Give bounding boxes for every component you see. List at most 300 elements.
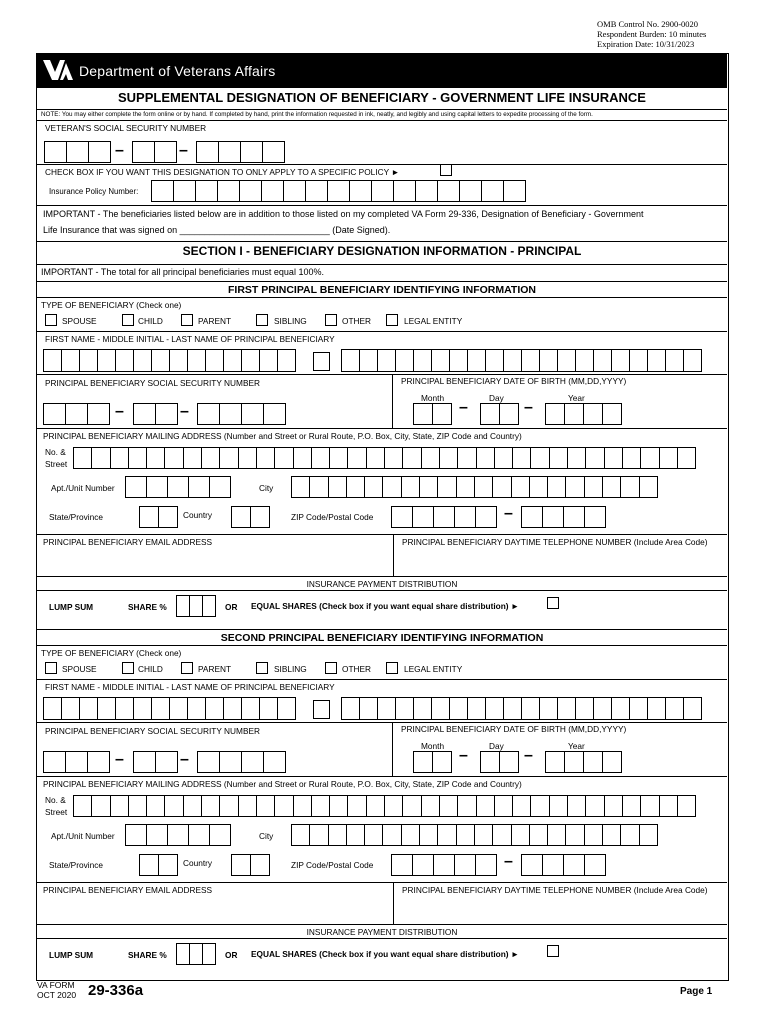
beneficiary-1-zip-ext-input-cell[interactable] bbox=[542, 506, 564, 528]
beneficiary-1-street-input-cell[interactable] bbox=[421, 447, 440, 469]
beneficiary-1-street-input-cell[interactable] bbox=[622, 447, 641, 469]
beneficiary-2-zip-input-cell[interactable] bbox=[475, 854, 497, 876]
beneficiary-2-street-input-cell[interactable] bbox=[439, 795, 458, 817]
beneficiary-1-ssn-serial-cell[interactable] bbox=[263, 403, 286, 425]
beneficiary-1-city-input-cell[interactable] bbox=[639, 476, 658, 498]
beneficiary-1-last-name-cell[interactable] bbox=[683, 349, 702, 372]
beneficiary-2-street-input-cell[interactable] bbox=[183, 795, 202, 817]
beneficiary-2-country-input-cell[interactable] bbox=[231, 854, 251, 876]
beneficiary-1-street-input-cell[interactable] bbox=[549, 447, 568, 469]
beneficiary-2-city-input-cell[interactable] bbox=[547, 824, 566, 846]
beneficiary-2-first-name-cell[interactable] bbox=[205, 697, 224, 720]
beneficiary-1-last-name-cell[interactable] bbox=[629, 349, 648, 372]
beneficiary-1-first-name-cell[interactable] bbox=[169, 349, 188, 372]
beneficiary-1-zip-ext-input-cell[interactable] bbox=[563, 506, 585, 528]
beneficiary-1-first-name-cell[interactable] bbox=[187, 349, 206, 372]
beneficiary-1-dob-day-cell[interactable] bbox=[480, 403, 500, 425]
beneficiary-2-equal-shares-checkbox[interactable] bbox=[547, 945, 559, 957]
beneficiary-1-city-input-cell[interactable] bbox=[620, 476, 639, 498]
beneficiary-2-parent-checkbox[interactable] bbox=[181, 662, 193, 674]
beneficiary-1-ssn-area-cell[interactable] bbox=[43, 403, 66, 425]
beneficiary-1-street-input-cell[interactable] bbox=[512, 447, 531, 469]
beneficiary-2-street-input-cell[interactable] bbox=[73, 795, 92, 817]
beneficiary-2-last-name-cell[interactable] bbox=[341, 697, 360, 720]
beneficiary-1-apt-input-cell[interactable] bbox=[209, 476, 231, 498]
beneficiary-1-street-input-cell[interactable] bbox=[183, 447, 202, 469]
beneficiary-2-dob-month-cell[interactable] bbox=[413, 751, 433, 773]
beneficiary-2-street-input-cell[interactable] bbox=[274, 795, 293, 817]
beneficiary-2-ssn-serial-cell[interactable] bbox=[241, 751, 264, 773]
beneficiary-2-city-input-cell[interactable] bbox=[328, 824, 347, 846]
beneficiary-2-street-input-cell[interactable] bbox=[640, 795, 659, 817]
beneficiary-2-state-input-cell[interactable] bbox=[158, 854, 178, 876]
beneficiary-2-ssn-group[interactable] bbox=[133, 751, 177, 773]
beneficiary-1-zip-input[interactable] bbox=[391, 506, 496, 528]
beneficiary-2-street-input-cell[interactable] bbox=[219, 795, 238, 817]
beneficiary-1-street-input-cell[interactable] bbox=[128, 447, 147, 469]
beneficiary-2-first-name-cell[interactable] bbox=[151, 697, 170, 720]
beneficiary-2-entity-checkbox[interactable] bbox=[386, 662, 398, 674]
beneficiary-1-last-name-cell[interactable] bbox=[575, 349, 594, 372]
beneficiary-1-ssn-serial-cell[interactable] bbox=[197, 403, 220, 425]
beneficiary-2-country-input[interactable] bbox=[231, 854, 269, 876]
beneficiary-2-last-name-cell[interactable] bbox=[503, 697, 522, 720]
policy-number-input-cell[interactable] bbox=[239, 180, 262, 202]
beneficiary-2-city-input-cell[interactable] bbox=[474, 824, 493, 846]
beneficiary-1-last-name-cell[interactable] bbox=[593, 349, 612, 372]
beneficiary-1-street-input-cell[interactable] bbox=[384, 447, 403, 469]
beneficiary-1-last-name-cell[interactable] bbox=[449, 349, 468, 372]
beneficiary-2-first-name-cell[interactable] bbox=[277, 697, 296, 720]
beneficiary-2-city-input-cell[interactable] bbox=[511, 824, 530, 846]
beneficiary-1-share-input-cell[interactable] bbox=[189, 595, 203, 617]
beneficiary-1-last-name-cell[interactable] bbox=[395, 349, 414, 372]
policy-number-input-cell[interactable] bbox=[371, 180, 394, 202]
beneficiary-2-city-input-cell[interactable] bbox=[364, 824, 383, 846]
beneficiary-2-zip-ext-input[interactable] bbox=[521, 854, 605, 876]
beneficiary-1-zip-ext-input[interactable] bbox=[521, 506, 605, 528]
beneficiary-2-share-input[interactable] bbox=[176, 943, 215, 965]
policy-number-input-cell[interactable] bbox=[503, 180, 526, 202]
beneficiary-2-ssn-area-cell[interactable] bbox=[43, 751, 66, 773]
beneficiary-1-last-name-cell[interactable] bbox=[467, 349, 486, 372]
beneficiary-2-first-name[interactable] bbox=[43, 697, 295, 720]
policy-number-input-cell[interactable] bbox=[217, 180, 240, 202]
beneficiary-1-email-input[interactable] bbox=[37, 537, 392, 575]
beneficiary-1-other-checkbox[interactable] bbox=[325, 314, 337, 326]
beneficiary-2-ssn-serial-cell[interactable] bbox=[219, 751, 242, 773]
beneficiary-2-city-input-cell[interactable] bbox=[456, 824, 475, 846]
beneficiary-1-apt-input-cell[interactable] bbox=[167, 476, 189, 498]
policy-number-input-cell[interactable] bbox=[305, 180, 328, 202]
beneficiary-2-street-input-cell[interactable] bbox=[256, 795, 275, 817]
beneficiary-2-last-name-cell[interactable] bbox=[683, 697, 702, 720]
beneficiary-2-share-input-cell[interactable] bbox=[202, 943, 216, 965]
beneficiary-1-country-input-cell[interactable] bbox=[231, 506, 251, 528]
beneficiary-2-last-name-cell[interactable] bbox=[467, 697, 486, 720]
beneficiary-1-street-input-cell[interactable] bbox=[201, 447, 220, 469]
beneficiary-1-state-input-cell[interactable] bbox=[158, 506, 178, 528]
beneficiary-2-street-input-cell[interactable] bbox=[384, 795, 403, 817]
beneficiary-2-last-name-cell[interactable] bbox=[575, 697, 594, 720]
beneficiary-2-apt-input-cell[interactable] bbox=[146, 824, 168, 846]
beneficiary-2-city-input-cell[interactable] bbox=[620, 824, 639, 846]
beneficiary-2-first-name-cell[interactable] bbox=[241, 697, 260, 720]
beneficiary-1-street-input-cell[interactable] bbox=[567, 447, 586, 469]
beneficiary-2-first-name-cell[interactable] bbox=[187, 697, 206, 720]
beneficiary-2-dob-month[interactable] bbox=[413, 751, 451, 773]
beneficiary-1-city-input-cell[interactable] bbox=[547, 476, 566, 498]
beneficiary-2-street-input-cell[interactable] bbox=[512, 795, 531, 817]
beneficiary-2-zip-input-cell[interactable] bbox=[391, 854, 413, 876]
beneficiary-2-ssn-area[interactable] bbox=[43, 751, 109, 773]
beneficiary-1-city-input-cell[interactable] bbox=[382, 476, 401, 498]
beneficiary-1-ssn-serial-cell[interactable] bbox=[219, 403, 242, 425]
beneficiary-2-street-input-cell[interactable] bbox=[238, 795, 257, 817]
beneficiary-1-first-name-cell[interactable] bbox=[43, 349, 62, 372]
beneficiary-2-last-name-cell[interactable] bbox=[629, 697, 648, 720]
beneficiary-1-first-name-cell[interactable] bbox=[61, 349, 80, 372]
beneficiary-2-last-name[interactable] bbox=[341, 697, 701, 720]
beneficiary-1-street-input-cell[interactable] bbox=[146, 447, 165, 469]
beneficiary-2-dob-year-cell[interactable] bbox=[583, 751, 603, 773]
beneficiary-2-last-name-cell[interactable] bbox=[413, 697, 432, 720]
policy-number-input-cell[interactable] bbox=[393, 180, 416, 202]
beneficiary-1-city-input-cell[interactable] bbox=[492, 476, 511, 498]
beneficiary-2-street-input-cell[interactable] bbox=[457, 795, 476, 817]
policy-number-input-cell[interactable] bbox=[459, 180, 482, 202]
veteran-ssn-serial-cell[interactable] bbox=[240, 141, 263, 163]
beneficiary-1-dob-month-cell[interactable] bbox=[413, 403, 433, 425]
beneficiary-1-first-name-cell[interactable] bbox=[223, 349, 242, 372]
beneficiary-1-first-name-cell[interactable] bbox=[151, 349, 170, 372]
beneficiary-2-street-input-cell[interactable] bbox=[402, 795, 421, 817]
beneficiary-2-last-name-cell[interactable] bbox=[593, 697, 612, 720]
beneficiary-1-first-name-cell[interactable] bbox=[241, 349, 260, 372]
beneficiary-1-ssn-group[interactable] bbox=[133, 403, 177, 425]
beneficiary-2-apt-input-cell[interactable] bbox=[125, 824, 147, 846]
beneficiary-2-last-name-cell[interactable] bbox=[539, 697, 558, 720]
beneficiary-2-last-name-cell[interactable] bbox=[431, 697, 450, 720]
beneficiary-1-street-input-cell[interactable] bbox=[494, 447, 513, 469]
beneficiary-1-zip-ext-input-cell[interactable] bbox=[521, 506, 543, 528]
beneficiary-1-dob-year-cell[interactable] bbox=[564, 403, 584, 425]
beneficiary-2-zip-input[interactable] bbox=[391, 854, 496, 876]
beneficiary-1-street-input-cell[interactable] bbox=[311, 447, 330, 469]
beneficiary-1-city-input-cell[interactable] bbox=[474, 476, 493, 498]
beneficiary-1-parent-checkbox[interactable] bbox=[181, 314, 193, 326]
veteran-ssn-group-cell[interactable] bbox=[154, 141, 177, 163]
beneficiary-2-street-input-cell[interactable] bbox=[604, 795, 623, 817]
beneficiary-2-last-name-cell[interactable] bbox=[449, 697, 468, 720]
beneficiary-1-street-input-cell[interactable] bbox=[604, 447, 623, 469]
beneficiary-1-child-checkbox[interactable] bbox=[122, 314, 134, 326]
beneficiary-1-dob-day-cell[interactable] bbox=[499, 403, 519, 425]
beneficiary-1-city-input-cell[interactable] bbox=[419, 476, 438, 498]
beneficiary-1-street-input-cell[interactable] bbox=[91, 447, 110, 469]
beneficiary-2-street-input-cell[interactable] bbox=[146, 795, 165, 817]
beneficiary-1-street-input-cell[interactable] bbox=[329, 447, 348, 469]
beneficiary-1-street-input-cell[interactable] bbox=[274, 447, 293, 469]
beneficiary-1-dob-month-cell[interactable] bbox=[432, 403, 452, 425]
beneficiary-2-city-input-cell[interactable] bbox=[309, 824, 328, 846]
beneficiary-1-last-name-cell[interactable] bbox=[377, 349, 396, 372]
beneficiary-1-city-input-cell[interactable] bbox=[401, 476, 420, 498]
beneficiary-2-child-checkbox[interactable] bbox=[122, 662, 134, 674]
beneficiary-2-dob-day[interactable] bbox=[480, 751, 518, 773]
beneficiary-1-street-input-cell[interactable] bbox=[73, 447, 92, 469]
beneficiary-2-ssn-serial[interactable] bbox=[197, 751, 285, 773]
beneficiary-2-zip-ext-input-cell[interactable] bbox=[521, 854, 543, 876]
beneficiary-2-city-input-cell[interactable] bbox=[346, 824, 365, 846]
beneficiary-1-ssn-group-cell[interactable] bbox=[155, 403, 178, 425]
policy-number-input-cell[interactable] bbox=[327, 180, 350, 202]
beneficiary-1-share-input-cell[interactable] bbox=[202, 595, 216, 617]
beneficiary-1-dob-year[interactable] bbox=[545, 403, 621, 425]
beneficiary-1-last-name-cell[interactable] bbox=[503, 349, 522, 372]
beneficiary-2-first-name-cell[interactable] bbox=[169, 697, 188, 720]
beneficiary-1-sibling-checkbox[interactable] bbox=[256, 314, 268, 326]
beneficiary-2-last-name-cell[interactable] bbox=[557, 697, 576, 720]
specific-policy-checkbox[interactable] bbox=[440, 164, 452, 176]
beneficiary-1-zip-ext-input-cell[interactable] bbox=[584, 506, 606, 528]
beneficiary-1-city-input-cell[interactable] bbox=[346, 476, 365, 498]
beneficiary-2-ssn-serial-cell[interactable] bbox=[197, 751, 220, 773]
beneficiary-2-dob-year[interactable] bbox=[545, 751, 621, 773]
beneficiary-2-city-input-cell[interactable] bbox=[639, 824, 658, 846]
beneficiary-1-last-name-cell[interactable] bbox=[431, 349, 450, 372]
beneficiary-2-middle-initial-cell[interactable] bbox=[313, 700, 330, 719]
beneficiary-1-country-input-cell[interactable] bbox=[250, 506, 270, 528]
beneficiary-1-city-input-cell[interactable] bbox=[529, 476, 548, 498]
beneficiary-2-ssn-group-cell[interactable] bbox=[133, 751, 156, 773]
beneficiary-1-zip-input-cell[interactable] bbox=[412, 506, 434, 528]
beneficiary-1-city-input-cell[interactable] bbox=[328, 476, 347, 498]
veteran-ssn-area-cell[interactable] bbox=[44, 141, 67, 163]
policy-number-input-cell[interactable] bbox=[151, 180, 174, 202]
veteran-ssn-group[interactable] bbox=[132, 141, 176, 163]
beneficiary-2-sibling-checkbox[interactable] bbox=[256, 662, 268, 674]
veteran-ssn-area-cell[interactable] bbox=[88, 141, 111, 163]
beneficiary-2-street-input-cell[interactable] bbox=[128, 795, 147, 817]
beneficiary-2-apt-input-cell[interactable] bbox=[209, 824, 231, 846]
beneficiary-1-last-name-cell[interactable] bbox=[557, 349, 576, 372]
beneficiary-1-street-input-cell[interactable] bbox=[476, 447, 495, 469]
beneficiary-1-share-input-cell[interactable] bbox=[176, 595, 190, 617]
veteran-ssn-group-cell[interactable] bbox=[132, 141, 155, 163]
beneficiary-1-city-input-cell[interactable] bbox=[511, 476, 530, 498]
veteran-ssn-area-cell[interactable] bbox=[66, 141, 89, 163]
beneficiary-2-state-input[interactable] bbox=[139, 854, 177, 876]
beneficiary-1-first-name[interactable] bbox=[43, 349, 295, 372]
beneficiary-2-zip-input-cell[interactable] bbox=[412, 854, 434, 876]
beneficiary-2-city-input-cell[interactable] bbox=[291, 824, 310, 846]
beneficiary-1-zip-input-cell[interactable] bbox=[433, 506, 455, 528]
beneficiary-2-street-input-cell[interactable] bbox=[110, 795, 129, 817]
beneficiary-1-dob-year-cell[interactable] bbox=[583, 403, 603, 425]
beneficiary-2-middle-initial[interactable] bbox=[313, 700, 329, 719]
beneficiary-1-city-input[interactable] bbox=[291, 476, 657, 498]
beneficiary-1-last-name-cell[interactable] bbox=[359, 349, 378, 372]
beneficiary-2-street-input-cell[interactable] bbox=[91, 795, 110, 817]
beneficiary-2-street-input-cell[interactable] bbox=[311, 795, 330, 817]
beneficiary-1-street-input-cell[interactable] bbox=[659, 447, 678, 469]
beneficiary-2-other-checkbox[interactable] bbox=[325, 662, 337, 674]
beneficiary-2-first-name-cell[interactable] bbox=[223, 697, 242, 720]
beneficiary-2-email-input[interactable] bbox=[37, 885, 392, 923]
beneficiary-1-zip-input-cell[interactable] bbox=[391, 506, 413, 528]
beneficiary-2-dob-year-cell[interactable] bbox=[564, 751, 584, 773]
beneficiary-2-street-input-cell[interactable] bbox=[164, 795, 183, 817]
beneficiary-1-first-name-cell[interactable] bbox=[133, 349, 152, 372]
beneficiary-2-last-name-cell[interactable] bbox=[359, 697, 378, 720]
beneficiary-2-dob-year-cell[interactable] bbox=[545, 751, 565, 773]
beneficiary-2-street-input-cell[interactable] bbox=[677, 795, 696, 817]
beneficiary-1-street-input-cell[interactable] bbox=[585, 447, 604, 469]
veteran-ssn-serial-cell[interactable] bbox=[262, 141, 285, 163]
beneficiary-1-entity-checkbox[interactable] bbox=[386, 314, 398, 326]
beneficiary-2-city-input-cell[interactable] bbox=[529, 824, 548, 846]
beneficiary-1-street-input-cell[interactable] bbox=[677, 447, 696, 469]
policy-number-input-cell[interactable] bbox=[437, 180, 460, 202]
beneficiary-1-street-input-cell[interactable] bbox=[530, 447, 549, 469]
policy-number-input-cell[interactable] bbox=[261, 180, 284, 202]
beneficiary-2-zip-ext-input-cell[interactable] bbox=[584, 854, 606, 876]
beneficiary-1-street-input-cell[interactable] bbox=[439, 447, 458, 469]
policy-number-input-cell[interactable] bbox=[481, 180, 504, 202]
beneficiary-2-city-input-cell[interactable] bbox=[565, 824, 584, 846]
beneficiary-2-street-input-cell[interactable] bbox=[421, 795, 440, 817]
beneficiary-1-spouse-checkbox[interactable] bbox=[45, 314, 57, 326]
beneficiary-1-dob-year-cell[interactable] bbox=[602, 403, 622, 425]
beneficiary-1-dob-month[interactable] bbox=[413, 403, 451, 425]
beneficiary-2-city-input-cell[interactable] bbox=[492, 824, 511, 846]
beneficiary-1-share-input[interactable] bbox=[176, 595, 215, 617]
beneficiary-2-first-name-cell[interactable] bbox=[97, 697, 116, 720]
beneficiary-1-city-input-cell[interactable] bbox=[565, 476, 584, 498]
beneficiary-2-country-input-cell[interactable] bbox=[250, 854, 270, 876]
beneficiary-1-city-input-cell[interactable] bbox=[602, 476, 621, 498]
beneficiary-2-city-input-cell[interactable] bbox=[437, 824, 456, 846]
policy-number-input-cell[interactable] bbox=[349, 180, 372, 202]
beneficiary-1-last-name-cell[interactable] bbox=[647, 349, 666, 372]
beneficiary-2-city-input-cell[interactable] bbox=[584, 824, 603, 846]
beneficiary-2-apt-input[interactable] bbox=[125, 824, 230, 846]
beneficiary-1-last-name-cell[interactable] bbox=[539, 349, 558, 372]
beneficiary-1-middle-initial-cell[interactable] bbox=[313, 352, 330, 371]
beneficiary-1-last-name-cell[interactable] bbox=[413, 349, 432, 372]
beneficiary-2-city-input-cell[interactable] bbox=[419, 824, 438, 846]
beneficiary-1-ssn-serial[interactable] bbox=[197, 403, 285, 425]
beneficiary-2-last-name-cell[interactable] bbox=[395, 697, 414, 720]
beneficiary-2-dob-year-cell[interactable] bbox=[602, 751, 622, 773]
beneficiary-2-phone-input[interactable] bbox=[394, 885, 727, 923]
beneficiary-1-first-name-cell[interactable] bbox=[79, 349, 98, 372]
beneficiary-1-apt-input-cell[interactable] bbox=[146, 476, 168, 498]
beneficiary-2-apt-input-cell[interactable] bbox=[188, 824, 210, 846]
beneficiary-2-share-input-cell[interactable] bbox=[176, 943, 190, 965]
beneficiary-2-street-input-cell[interactable] bbox=[366, 795, 385, 817]
beneficiary-1-zip-input-cell[interactable] bbox=[454, 506, 476, 528]
beneficiary-2-first-name-cell[interactable] bbox=[79, 697, 98, 720]
beneficiary-2-first-name-cell[interactable] bbox=[43, 697, 62, 720]
beneficiary-1-street-input[interactable] bbox=[73, 447, 695, 469]
beneficiary-1-city-input-cell[interactable] bbox=[456, 476, 475, 498]
beneficiary-1-street-input-cell[interactable] bbox=[219, 447, 238, 469]
beneficiary-1-first-name-cell[interactable] bbox=[205, 349, 224, 372]
beneficiary-2-street-input-cell[interactable] bbox=[494, 795, 513, 817]
beneficiary-2-street-input-cell[interactable] bbox=[293, 795, 312, 817]
beneficiary-2-zip-input-cell[interactable] bbox=[433, 854, 455, 876]
beneficiary-2-zip-ext-input-cell[interactable] bbox=[563, 854, 585, 876]
beneficiary-2-dob-day-cell[interactable] bbox=[499, 751, 519, 773]
beneficiary-2-last-name-cell[interactable] bbox=[521, 697, 540, 720]
beneficiary-1-apt-input[interactable] bbox=[125, 476, 230, 498]
beneficiary-2-last-name-cell[interactable] bbox=[485, 697, 504, 720]
beneficiary-1-middle-initial[interactable] bbox=[313, 352, 329, 371]
beneficiary-2-street-input-cell[interactable] bbox=[201, 795, 220, 817]
beneficiary-2-spouse-checkbox[interactable] bbox=[45, 662, 57, 674]
beneficiary-1-apt-input-cell[interactable] bbox=[188, 476, 210, 498]
beneficiary-2-city-input-cell[interactable] bbox=[401, 824, 420, 846]
beneficiary-1-last-name-cell[interactable] bbox=[521, 349, 540, 372]
beneficiary-1-first-name-cell[interactable] bbox=[259, 349, 278, 372]
beneficiary-1-street-input-cell[interactable] bbox=[640, 447, 659, 469]
beneficiary-1-street-input-cell[interactable] bbox=[457, 447, 476, 469]
beneficiary-1-street-input-cell[interactable] bbox=[293, 447, 312, 469]
beneficiary-1-street-input-cell[interactable] bbox=[402, 447, 421, 469]
beneficiary-2-street-input-cell[interactable] bbox=[567, 795, 586, 817]
beneficiary-1-first-name-cell[interactable] bbox=[277, 349, 296, 372]
beneficiary-1-street-input-cell[interactable] bbox=[366, 447, 385, 469]
beneficiary-1-ssn-group-cell[interactable] bbox=[133, 403, 156, 425]
beneficiary-2-zip-ext-input-cell[interactable] bbox=[542, 854, 564, 876]
beneficiary-1-city-input-cell[interactable] bbox=[364, 476, 383, 498]
beneficiary-2-first-name-cell[interactable] bbox=[259, 697, 278, 720]
beneficiary-2-street-input-cell[interactable] bbox=[329, 795, 348, 817]
beneficiary-1-first-name-cell[interactable] bbox=[115, 349, 134, 372]
beneficiary-2-dob-month-cell[interactable] bbox=[432, 751, 452, 773]
beneficiary-1-phone-input[interactable] bbox=[394, 537, 727, 575]
beneficiary-1-apt-input-cell[interactable] bbox=[125, 476, 147, 498]
beneficiary-2-street-input-cell[interactable] bbox=[659, 795, 678, 817]
beneficiary-2-first-name-cell[interactable] bbox=[61, 697, 80, 720]
beneficiary-2-share-input-cell[interactable] bbox=[189, 943, 203, 965]
beneficiary-1-last-name[interactable] bbox=[341, 349, 701, 372]
beneficiary-2-last-name-cell[interactable] bbox=[377, 697, 396, 720]
beneficiary-2-last-name-cell[interactable] bbox=[611, 697, 630, 720]
beneficiary-2-street-input-cell[interactable] bbox=[347, 795, 366, 817]
beneficiary-2-first-name-cell[interactable] bbox=[115, 697, 134, 720]
beneficiary-2-street-input[interactable] bbox=[73, 795, 695, 817]
beneficiary-1-last-name-cell[interactable] bbox=[341, 349, 360, 372]
beneficiary-2-ssn-group-cell[interactable] bbox=[155, 751, 178, 773]
beneficiary-1-first-name-cell[interactable] bbox=[97, 349, 116, 372]
beneficiary-2-street-input-cell[interactable] bbox=[622, 795, 641, 817]
beneficiary-1-ssn-serial-cell[interactable] bbox=[241, 403, 264, 425]
policy-number-input[interactable] bbox=[151, 180, 525, 202]
beneficiary-1-street-input-cell[interactable] bbox=[164, 447, 183, 469]
policy-number-input-cell[interactable] bbox=[195, 180, 218, 202]
beneficiary-1-street-input-cell[interactable] bbox=[238, 447, 257, 469]
beneficiary-1-last-name-cell[interactable] bbox=[611, 349, 630, 372]
beneficiary-1-street-input-cell[interactable] bbox=[110, 447, 129, 469]
beneficiary-1-last-name-cell[interactable] bbox=[485, 349, 504, 372]
beneficiary-1-city-input-cell[interactable] bbox=[584, 476, 603, 498]
policy-number-input-cell[interactable] bbox=[283, 180, 306, 202]
beneficiary-2-city-input-cell[interactable] bbox=[382, 824, 401, 846]
beneficiary-1-dob-day[interactable] bbox=[480, 403, 518, 425]
